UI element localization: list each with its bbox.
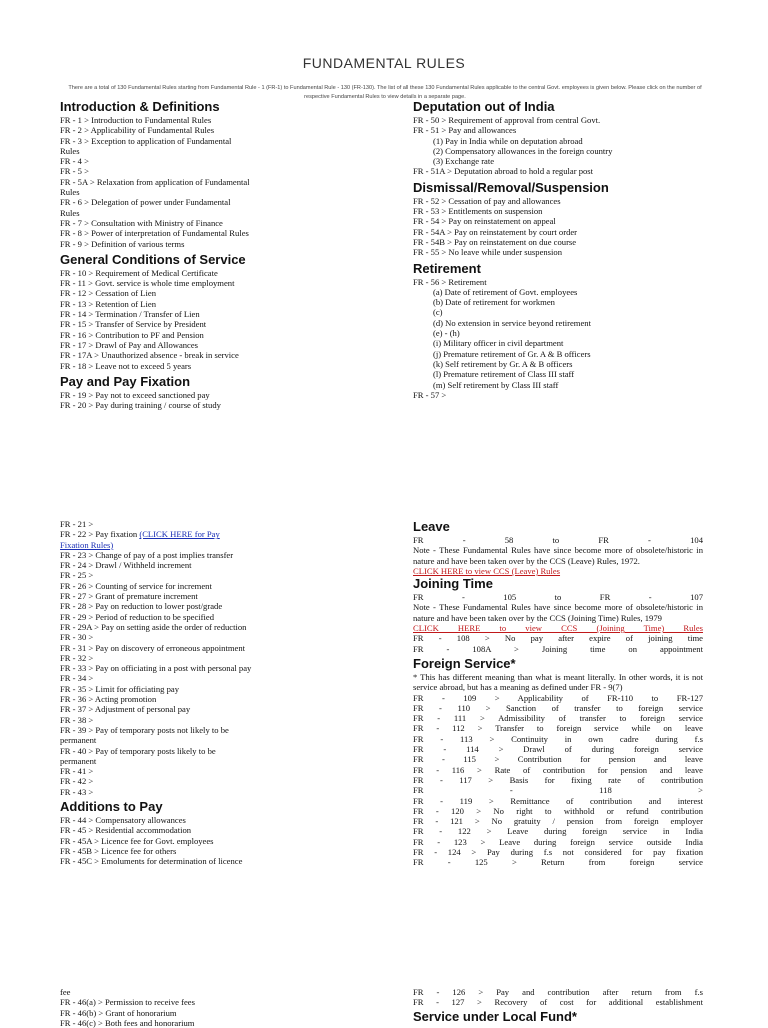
list-item[interactable]: FR - 31 > Pay on discovery of erroneous appointment — [60, 642, 246, 653]
list-item[interactable]: FR - 120 > No right to withhold or refund contribution — [413, 805, 703, 816]
list-item[interactable]: FR - 54B > Pay on reinstatement on due course — [413, 236, 577, 247]
list-item[interactable]: FR - 112 > Transfer to foreign service while on leave — [413, 723, 703, 734]
section-heading-dismissal: Dismissal/Removal/Suspension — [413, 179, 609, 195]
list-item[interactable]: FR - 3 > Exception to application of Fundamental — [60, 135, 232, 146]
ccs-joining-time-rules-link[interactable]: CLICK HERE to view CCS (Joining Time) Rules — [413, 623, 703, 634]
list-item[interactable]: FR - 124 > Pay during f.s not considered for pay fixation — [413, 847, 703, 858]
section-heading-deputation: Deputation out of India — [413, 99, 555, 114]
list-item[interactable]: FR - 45A > Licence fee for Govt. employees — [60, 835, 214, 846]
pay-fixation-rules-link[interactable]: (CLICK HERE for Pay — [139, 529, 220, 540]
list-item[interactable]: FR - 57 > — [413, 389, 447, 400]
section-list-general-conditions — [60, 268, 360, 371]
list-item[interactable]: FR - 117 > Basis for fixing rate of contribution — [413, 774, 703, 785]
list-item[interactable]: FR - 45B > Licence fee for others — [60, 845, 177, 856]
list-item[interactable]: FR - 4 > — [60, 156, 89, 167]
section-list-introduction — [60, 115, 360, 249]
page1-left-column — [60, 99, 360, 410]
list-item[interactable]: FR - 116 > Rate of contribution for pension and leave — [413, 764, 703, 775]
page1-right-column — [413, 99, 713, 400]
list-item[interactable]: (m) Self retirement by Class III staff — [433, 379, 559, 390]
list-item[interactable]: FR - 37 > Adjustment of personal pay — [60, 704, 191, 715]
page2-left-column — [60, 519, 275, 867]
list-item[interactable]: FR - 26 > Counting of service for increment — [60, 580, 212, 591]
list-item[interactable]: Rules — [60, 187, 80, 198]
list-item[interactable]: FR - 14 > Termination / Transfer of Lien — [60, 309, 200, 320]
pay-fixation-rules-link-cont[interactable]: Fixation Rules) — [60, 539, 114, 550]
list-item[interactable]: Rules — [60, 207, 80, 218]
list-item[interactable]: FR - 54 > Pay on reinstatement on appeal — [413, 216, 556, 227]
list-item[interactable]: FR - 29A > Pay on setting aside the order of reduction — [60, 621, 247, 632]
ccs-leave-rules-link[interactable]: CLICK HERE to view CCS (Leave) Rules — [413, 565, 561, 576]
list-item[interactable]: (d) No extension in service beyond retirement — [433, 317, 591, 328]
list-item[interactable]: FR - 45C > Emoluments for determination of licence — [60, 856, 243, 867]
list-item[interactable]: FR - 9 > Definition of various terms — [60, 238, 185, 249]
intro-text: There are a total of 130 Fundamental Rules starting from Fundamental Rule - 1 (FR-1) to Fundamental Rule - 130 (FR-130). The list of all these 130 Fundamental Rules applicable to the central Govt. employees is given below. Please click on the number of respective Fundamental Rules to view details in a separate page. — [68, 85, 702, 100]
list-item[interactable]: FR - 41 > — [60, 766, 94, 777]
section-heading-local-fund: Service under Local Fund* — [413, 1008, 577, 1024]
section-heading-foreign-service: Foreign Service* — [413, 655, 516, 671]
list-item[interactable]: FR - 13 > Retention of Lien — [60, 298, 157, 309]
list-item[interactable]: FR - 111 > Admissibility of transfer to foreign service — [413, 713, 703, 724]
list-item[interactable]: FR - 119 > Remittance of contribution and interest — [413, 795, 703, 806]
list-item[interactable]: FR - 20 > Pay during training / course of study — [60, 400, 221, 411]
section-list-additions-to-pay — [60, 815, 275, 866]
list-item[interactable]: (j) Premature retirement of Gr. A & B officers — [433, 348, 591, 359]
section-list-foreign-service — [413, 693, 703, 868]
list-item[interactable]: (l) Premature retirement of Class III staff — [433, 369, 575, 380]
list-item[interactable]: FR - 126 > Pay and contribution after return from f.s — [413, 987, 703, 997]
list-item[interactable]: FR - 44 > Compensatory allowances — [60, 815, 186, 826]
list-item[interactable]: FR - 46(b) > Grant of honorarium — [60, 1007, 177, 1018]
list-item[interactable]: permanent — [60, 755, 97, 766]
foreign-service-note: * This has different meaning than what is meant literally. In other words, it is not service abroad, but has a meaning as defined under FR - 9(7) — [413, 671, 703, 693]
list-item[interactable]: FR - 114 > Drawl of during foreign service — [413, 744, 703, 755]
list-item[interactable]: FR - 123 > Leave during foreign service outside India — [413, 836, 703, 847]
list-item[interactable]: (i) Military officer in civil department — [433, 338, 564, 349]
list-item[interactable]: FR - 29 > Period of reduction to be specified — [60, 611, 215, 622]
section-heading-pay-fixation: Pay and Pay Fixation — [60, 373, 191, 389]
section-heading-joining-time: Joining Time — [413, 576, 493, 592]
list-item[interactable]: FR - 46(c) > Both fees and honorarium — [60, 1017, 195, 1028]
list-item[interactable]: FR - 21 > — [60, 519, 94, 529]
page3-left-column — [60, 987, 275, 1028]
list-item[interactable]: FR - 40 > Pay of temporary posts likely to be — [60, 745, 216, 756]
list-item[interactable]: FR - 12 > Cessation of Lien — [60, 288, 157, 299]
list-item[interactable]: FR - 33 > Pay on officiating in a post with personal pay — [60, 663, 252, 674]
list-item[interactable]: FR - 42 > — [60, 776, 94, 787]
list-item[interactable]: fee — [60, 987, 71, 997]
page3-right-column — [413, 987, 703, 1025]
list-item[interactable]: FR - 34 > — [60, 673, 94, 684]
page-title: FUNDAMENTAL RULES — [302, 55, 466, 71]
list-item[interactable]: (k) Self retirement by Gr. A & B officers — [433, 358, 573, 369]
section-heading-retirement: Retirement — [413, 260, 481, 276]
section-list-dismissal — [413, 196, 713, 258]
list-item[interactable]: FR - 16 > Contribution to PF and Pension — [60, 329, 204, 340]
section-list-fees — [60, 987, 275, 1028]
list-item[interactable]: FR - 18 > Leave not to exceed 5 years — [60, 360, 192, 371]
list-item[interactable]: FR - 11 > Govt. service is whole time employment — [60, 278, 235, 289]
section-heading-leave: Leave — [413, 519, 450, 534]
list-item[interactable]: (c) — [433, 307, 443, 318]
list-item[interactable]: FR - 110 > Sanction of transfer to foreign service — [413, 702, 703, 713]
list-item[interactable]: FR - 45 > Residential accommodation — [60, 825, 192, 836]
list-item[interactable]: FR - 17 > Drawl of Pay and Allowances — [60, 339, 199, 350]
list-item[interactable]: FR - 5A > Relaxation from application of Fundamental — [60, 176, 250, 187]
list-item[interactable]: FR - 36 > Acting promotion — [60, 694, 157, 705]
list-item[interactable]: FR - 25 > — [60, 570, 94, 581]
list-item[interactable]: FR - 28 > Pay on reduction to lower post/grade — [60, 601, 223, 612]
list-item[interactable]: FR - 54A > Pay on reinstatement by court order — [413, 226, 578, 237]
list-item[interactable]: FR - 6 > Delegation of power under Fundamental — [60, 197, 231, 208]
section-list-pay-fixation — [60, 390, 360, 411]
list-item[interactable] — [60, 529, 275, 539]
section-list-retirement — [413, 277, 713, 401]
list-item[interactable]: FR - 50 > Requirement of approval from central Govt. — [413, 115, 601, 125]
list-item[interactable]: FR - 24 > Drawl / Withheld increment — [60, 560, 192, 571]
list-item[interactable]: (1) Pay in India while on deputation abroad — [433, 135, 583, 146]
list-item[interactable]: FR - 55 > No leave while under suspension — [413, 247, 563, 258]
list-item[interactable]: (b) Date of retirement for workmen — [433, 297, 555, 308]
list-item[interactable]: FR - 1 > Introduction to Fundamental Rules — [60, 115, 212, 125]
list-item[interactable]: FR - 15 > Transfer of Service by President — [60, 319, 207, 330]
list-item[interactable]: (2) Compensatory allowances in the foreign country — [433, 145, 613, 156]
list-item[interactable]: permanent — [60, 735, 97, 746]
list-item[interactable]: FR - 118 > — [413, 785, 703, 796]
list-item[interactable]: FR - 10 > Requirement of Medical Certificate — [60, 267, 218, 278]
list-item[interactable]: FR - 7 > Consultation with Ministry of Finance — [60, 217, 223, 228]
list-item[interactable]: FR - 2 > Applicability of Fundamental Rules — [60, 125, 215, 136]
joining-time-note: Note - These Fundamental Rules have since become more of obsolete/historic in nature and have been taken over by the CCS (Joining Time) Rules, 1979 — [413, 602, 703, 623]
list-item[interactable]: FR - 23 > Change of pay of a post implies transfer — [60, 549, 234, 560]
list-item[interactable]: FR - 51A > Deputation abroad to hold a regular post — [413, 166, 594, 177]
section-list-pay-continued — [60, 550, 275, 797]
list-item[interactable]: (3) Exchange rate — [433, 156, 495, 167]
list-item[interactable]: FR - 122 > Leave during foreign service in India — [413, 826, 703, 837]
list-item[interactable]: FR - 8 > Power of interpretation of Fundamental Rules — [60, 228, 249, 239]
section-heading-introduction: Introduction & Definitions — [60, 99, 220, 114]
list-item[interactable]: FR - 30 > — [60, 632, 94, 643]
list-item[interactable]: FR - 127 > Recovery of cost for additional establishment — [413, 997, 703, 1008]
list-item[interactable]: FR - 38 > — [60, 714, 94, 725]
list-item[interactable]: FR - 121 > No gratuity / pension from foreign employer — [413, 816, 703, 827]
list-item[interactable]: FR - 39 > Pay of temporary posts not likely to be — [60, 724, 229, 735]
list-item-label: FR - 22 > Pay fixation — [60, 529, 140, 540]
list-item[interactable]: (a) Date of retirement of Govt. employees — [433, 286, 578, 297]
list-item[interactable]: FR - 56 > Retirement — [413, 276, 487, 287]
list-item[interactable]: FR - 35 > Limit for officiating pay — [60, 683, 180, 694]
section-list-foreign-service-end — [413, 987, 703, 1008]
list-item[interactable]: FR - 51 > Pay and allowances — [413, 125, 517, 136]
list-item[interactable]: (e) - (h) — [433, 328, 460, 339]
list-item[interactable]: FR - 108 > No pay after expire of joining time — [413, 633, 703, 644]
list-item[interactable]: FR - 5 > — [60, 166, 89, 177]
page2-right-column — [413, 519, 703, 868]
joining-time-range[interactable]: FR - 105 to FR - 107 — [413, 592, 703, 603]
list-item[interactable]: FR - 113 > Continuity in own cadre during f.s — [413, 733, 703, 744]
section-heading-general-conditions: General Conditions of Service — [60, 251, 246, 267]
section-list-joining-time — [413, 633, 703, 654]
list-item[interactable]: FR - 19 > Pay not to exceed sanctioned pay — [60, 389, 210, 400]
list-item[interactable]: FR - 52 > Cessation of pay and allowances — [413, 195, 561, 206]
list-item[interactable]: FR - 115 > Contribution for pension and leave — [413, 754, 703, 765]
section-list-deputation — [413, 115, 713, 177]
section-heading-additions-to-pay: Additions to Pay — [60, 799, 163, 815]
list-item[interactable]: FR - 32 > — [60, 652, 94, 663]
list-item[interactable]: FR - 108A > Joining time on appointment — [413, 643, 703, 654]
list-item[interactable]: FR - 43 > — [60, 786, 94, 797]
list-item[interactable]: FR - 53 > Entitlements on suspension — [413, 206, 543, 217]
list-item[interactable]: Rules — [60, 145, 80, 156]
list-item[interactable]: FR - 46(a) > Permission to receive fees — [60, 997, 195, 1008]
leave-note: Note - These Fundamental Rules have since become more of obsolete/historic in nature and have been taken over by the CCS (Leave) Rules, 1972. — [413, 545, 703, 566]
list-item[interactable]: FR - 17A > Unauthorized absence - break in service — [60, 350, 239, 361]
list-item[interactable]: FR - 125 > Return from foreign service — [413, 857, 703, 868]
list-item[interactable]: FR - 109 > Applicability of FR-110 to FR-127 — [413, 692, 703, 703]
list-item[interactable]: FR - 27 > Grant of premature increment — [60, 591, 198, 602]
leave-range[interactable]: FR - 58 to FR - 104 — [413, 535, 703, 545]
